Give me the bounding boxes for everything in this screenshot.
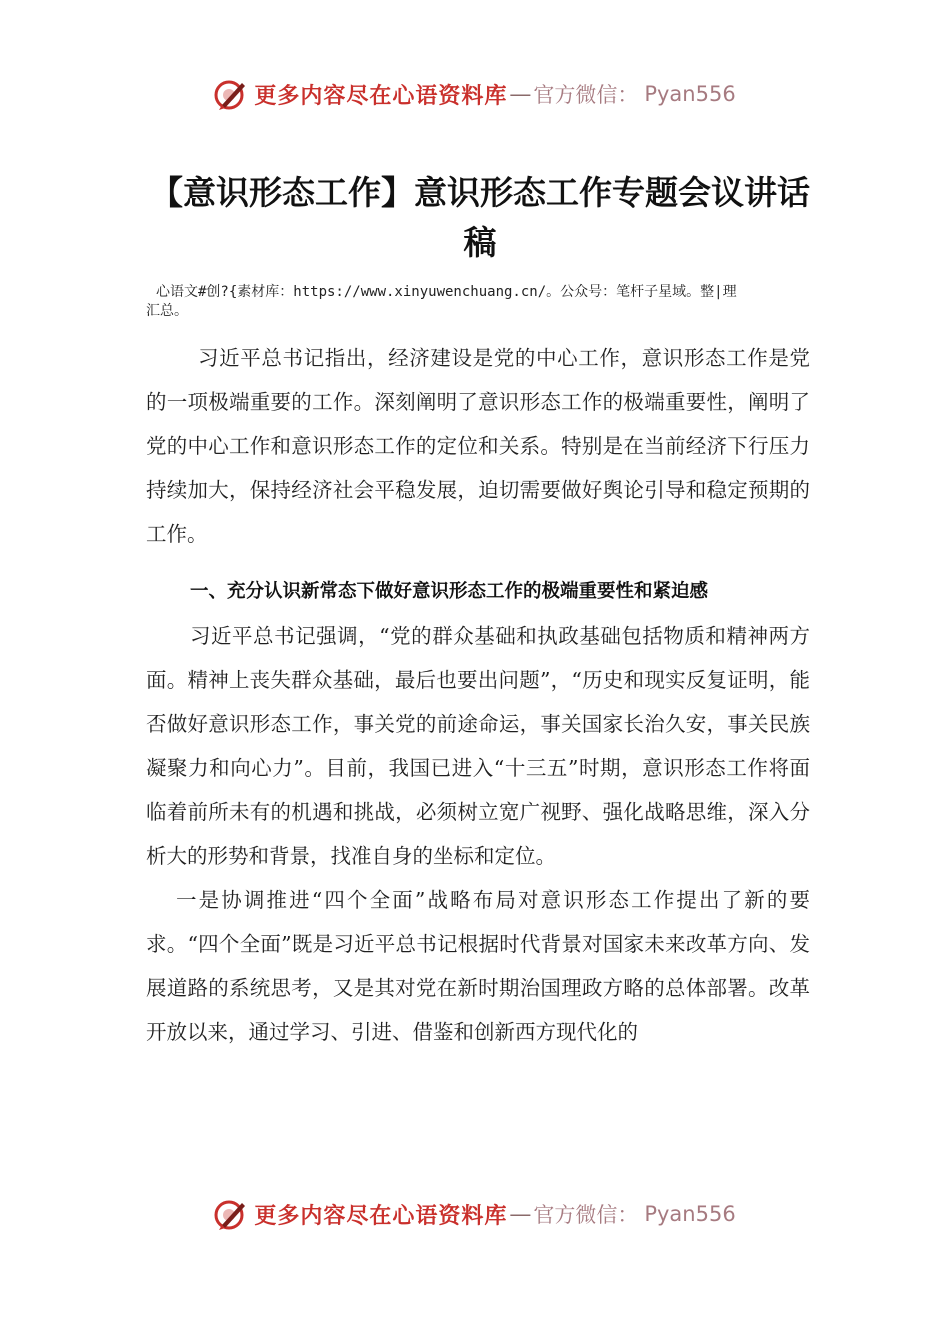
banner-wechat-label: 官方微信： xyxy=(533,83,639,107)
brush-pen-logo-icon xyxy=(214,1197,248,1231)
banner-wechat-id: Pyan556 xyxy=(644,82,736,106)
footer-wechat-id: Pyan556 xyxy=(644,1202,736,1226)
paragraph-2: 习近平总书记强调，“党的群众基础和执政基础包括物质和精神两方面。精神上丧失群众基础，最后也要出问题”，“历史和现实反复证明，能否做好意识形态工作，事关党的前途命运，事关国家长治久安，事关民族凝聚力和向心力”。目前，我国已进入“十三五”时期，意识形态工作将面临着前所未有的机遇和挑战，必须树立宽广视野、强化战略思维，深入分析大的形势和背景，找准自身的坐标和定位。 xyxy=(146,624,810,868)
banner-brand-text: 更多内容尽在心语资料库 xyxy=(254,82,508,109)
banner-separator: — xyxy=(509,81,532,107)
section-heading-1: 一、充分认识新常态下做好意识形态工作的极端重要性和紧迫感 xyxy=(190,581,709,602)
source-note-line-2: 汇总。 xyxy=(146,303,188,319)
brush-pen-logo-icon xyxy=(214,77,248,111)
header-banner xyxy=(0,74,950,114)
paragraph-intro: 习近平总书记指出，经济建设是党的中心工作，意识形态工作是党的一项极端重要的工作。深刻阐明了意识形态工作的极端重要性，阐明了党的中心工作和意识形态工作的定位和关系。特别是在当前经济下行压力持续加大，保持经济社会平稳发展，迫切需要做好舆论引导和稳定预期的工作。 xyxy=(146,346,810,546)
source-note xyxy=(146,283,826,321)
paragraph-3: 一是协调推进“四个全面”战略布局对意识形态工作提出了新的要求。“四个全面”既是习近平总书记根据时代背景对国家未来改革方向、发展道路的系统思考，又是其对党在新时期治国理政方略的总体部署。改革开放以来，通过学习、引进、借鉴和创新西方现代化的 xyxy=(146,888,810,1044)
source-note-line-1: 心语文#创?{素材库：https://www.xinyuwenchuang.cn/。公众号：笔杆子星域。整|理 xyxy=(156,284,737,300)
footer-brand-text: 更多内容尽在心语资料库 xyxy=(254,1202,508,1229)
document-body xyxy=(146,336,810,1054)
footer-wechat-label: 官方微信： xyxy=(533,1203,639,1227)
document-title: 【意识形态工作】意识形态工作专题会议讲话稿 xyxy=(150,173,810,262)
footer-separator: — xyxy=(509,1201,532,1227)
footer-banner xyxy=(0,1194,950,1234)
